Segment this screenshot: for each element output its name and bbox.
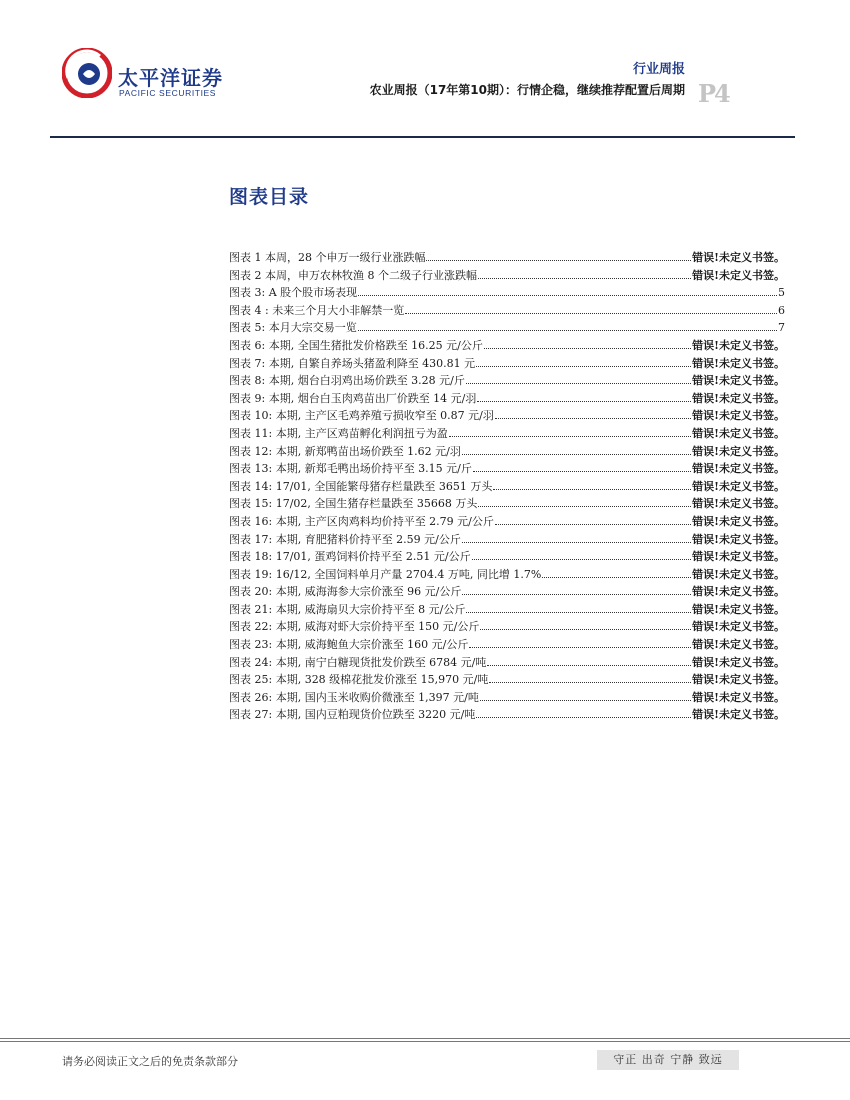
toc-entry-label: 图表 10: 本期, 主产区毛鸡养殖亏损收窄至 0.87 元/羽 bbox=[229, 409, 494, 423]
toc-entry-label: 图表 1 本周，28 个申万一级行业涨跌幅 bbox=[229, 251, 426, 264]
toc-entry-page-ref: 错误!未定义书签。 bbox=[692, 655, 785, 669]
toc-leader-dots bbox=[495, 513, 691, 525]
toc-entry-page-ref: 错误!未定义书签。 bbox=[692, 391, 785, 405]
header-divider bbox=[50, 136, 795, 138]
toc-entry[interactable] bbox=[229, 319, 785, 337]
toc-entry[interactable] bbox=[229, 337, 785, 355]
toc-entry-label: 图表 27: 本期, 国内豆粕现货价位跌至 3220 元/吨 bbox=[229, 708, 476, 722]
toc-leader-dots bbox=[478, 267, 691, 279]
page-prefix: P bbox=[698, 79, 715, 108]
toc-leader-dots bbox=[476, 355, 691, 367]
toc-entry-page-ref: 7 bbox=[778, 321, 785, 335]
toc-entry[interactable] bbox=[229, 407, 785, 425]
toc-entry-label: 图表 12: 本期, 新郑鸭苗出场价跌至 1.62 元/羽 bbox=[229, 444, 461, 458]
toc-leader-dots bbox=[466, 601, 691, 613]
toc-entry-label: 图表 25: 本期, 328 级棉花批发价涨至 15,970 元/吨 bbox=[229, 673, 489, 687]
toc-entry[interactable] bbox=[229, 513, 785, 531]
toc-entry[interactable] bbox=[229, 355, 785, 373]
toc-entry-label: 图表 7: 本期, 自繁自养场头猪盈利降至 430.81 元 bbox=[229, 356, 476, 370]
page-header bbox=[0, 0, 850, 145]
toc-entry-page-ref: 错误!未定义书签。 bbox=[692, 444, 785, 458]
toc-entry-label: 图表 19: 16/12, 全国饲料单月产量 2704.4 万吨, 同比增 1.7% bbox=[229, 567, 542, 581]
toc-entry-label: 图表 15: 17/02, 全国生猪存栏量跌至 35668 万头 bbox=[229, 497, 478, 511]
toc-entry[interactable] bbox=[229, 583, 785, 601]
toc-leader-dots bbox=[358, 319, 777, 331]
toc-entry-page-ref: 错误!未定义书签。 bbox=[692, 426, 785, 440]
toc-entry-label: 图表 13: 本期, 新郑毛鸭出场价持平至 3.15 元/斤 bbox=[229, 462, 472, 476]
toc-entry-page-ref: 错误!未定义书签。 bbox=[692, 532, 785, 546]
toc-leader-dots bbox=[405, 302, 777, 314]
toc-entry-label: 图表 26: 本期, 国内玉米收购价微涨至 1,397 元/吨 bbox=[229, 690, 479, 704]
toc-entry-page-ref: 错误!未定义书签。 bbox=[692, 585, 785, 599]
toc-entry-page-ref: 错误!未定义书签。 bbox=[692, 479, 785, 493]
toc-entry-label: 图表 14: 17/01, 全国能繁母猪存栏量跌至 3651 万头 bbox=[229, 479, 493, 493]
toc-entry[interactable] bbox=[229, 601, 785, 619]
toc-leader-dots bbox=[478, 495, 691, 507]
toc-leader-dots bbox=[489, 671, 691, 683]
toc-entry-page-ref: 错误!未定义书签。 bbox=[692, 251, 785, 264]
toc-leader-dots bbox=[466, 372, 691, 384]
toc-entry-page-ref: 错误!未定义书签。 bbox=[692, 497, 785, 511]
toc-entry[interactable] bbox=[229, 460, 785, 478]
toc-entry[interactable] bbox=[229, 531, 785, 549]
toc-leader-dots bbox=[484, 337, 691, 349]
toc-leader-dots bbox=[493, 478, 691, 490]
toc-entry[interactable] bbox=[229, 495, 785, 513]
toc-leader-dots bbox=[473, 460, 691, 472]
report-title: 农业周报（17年第10期）：行情企稳，继续推荐配置后周期 bbox=[369, 83, 685, 97]
toc-entry-page-ref: 6 bbox=[778, 303, 785, 317]
toc-entry-label: 图表 5: 本月大宗交易一览 bbox=[229, 321, 357, 335]
report-type: 行业周报 bbox=[632, 62, 685, 77]
toc-entry[interactable] bbox=[229, 249, 785, 267]
toc-entry-label: 图表 2 本周，申万农林牧渔 8 个二级子行业涨跌幅 bbox=[229, 268, 477, 282]
toc-entry[interactable] bbox=[229, 425, 785, 443]
toc-entry-page-ref: 错误!未定义书签。 bbox=[692, 374, 785, 388]
toc-entry[interactable] bbox=[229, 478, 785, 496]
toc-entry-label: 图表 24: 本期, 南宁白糖现货批发价跌至 6784 元/吨 bbox=[229, 655, 487, 669]
toc-entry-label: 图表 8: 本期, 烟台白羽鸡出场价跌至 3.28 元/斤 bbox=[229, 374, 465, 388]
toc-leader-dots bbox=[449, 425, 691, 437]
toc-leader-dots bbox=[472, 548, 692, 560]
toc-list bbox=[229, 249, 785, 724]
toc-entry-page-ref: 错误!未定义书签。 bbox=[692, 356, 785, 370]
toc-entry-label: 图表 11: 本期, 主产区鸡苗孵化利润扭亏为盈 bbox=[229, 426, 448, 440]
pacific-securities-logo-icon bbox=[62, 48, 112, 98]
toc-entry-label: 图表 18: 17/01, 蛋鸡饲料价持平至 2.51 元/公斤 bbox=[229, 550, 471, 564]
toc-entry[interactable] bbox=[229, 390, 785, 408]
toc-leader-dots bbox=[477, 390, 691, 402]
toc-entry-label: 图表 4 : 未来三个月大小非解禁一览 bbox=[229, 303, 405, 317]
toc-entry-label: 图表 22: 本期, 威海对虾大宗价持平至 150 元/公斤 bbox=[229, 620, 480, 634]
page-number-value: 4 bbox=[714, 79, 729, 108]
toc-entry-page-ref: 错误!未定义书签。 bbox=[692, 462, 785, 476]
footer-divider-top bbox=[0, 1038, 850, 1039]
footer-disclaimer: 请务必阅读正文之后的免责条款部分 bbox=[62, 1055, 238, 1068]
toc-entry[interactable] bbox=[229, 284, 785, 302]
toc-entry-page-ref: 5 bbox=[778, 286, 785, 300]
toc-entry-label: 图表 16: 本期, 主产区肉鸡料均价持平至 2.79 元/公斤 bbox=[229, 514, 494, 528]
toc-entry-page-ref: 错误!未定义书签。 bbox=[692, 602, 785, 616]
toc-entry-page-ref: 错误!未定义书签。 bbox=[692, 514, 785, 528]
toc-entry-label: 图表 23: 本期, 威海鲍鱼大宗价涨至 160 元/公斤 bbox=[229, 638, 469, 652]
toc-leader-dots bbox=[542, 566, 691, 578]
toc-entry[interactable] bbox=[229, 372, 785, 390]
toc-entry[interactable] bbox=[229, 267, 785, 285]
toc-leader-dots bbox=[462, 531, 691, 543]
toc-leader-dots bbox=[469, 636, 691, 648]
toc-entry[interactable] bbox=[229, 671, 785, 689]
toc-entry[interactable] bbox=[229, 548, 785, 566]
toc-entry-page-ref: 错误!未定义书签。 bbox=[692, 638, 785, 652]
toc-leader-dots bbox=[480, 689, 691, 701]
toc-entry[interactable] bbox=[229, 706, 785, 724]
toc-entry-page-ref: 错误!未定义书签。 bbox=[692, 620, 785, 634]
toc-leader-dots bbox=[462, 583, 691, 595]
toc-entry-page-ref: 错误!未定义书签。 bbox=[692, 708, 785, 722]
toc-title: 图表目录 bbox=[229, 186, 310, 208]
toc-entry-page-ref: 错误!未定义书签。 bbox=[692, 409, 785, 423]
toc-entry-label: 图表 20: 本期, 威海海参大宗价涨至 96 元/公斤 bbox=[229, 585, 462, 599]
page-number bbox=[698, 66, 729, 111]
toc-entry-label: 图表 9: 本期, 烟台白玉肉鸡苗出厂价跌至 14 元/羽 bbox=[229, 391, 477, 405]
toc-entry-label: 图表 6: 本期, 全国生猪批发价格跌至 16.25 元/公斤 bbox=[229, 338, 483, 352]
toc-leader-dots bbox=[495, 407, 691, 419]
footer-motto: 守正 出奇 宁静 致远 bbox=[597, 1050, 739, 1070]
toc-entry-page-ref: 错误!未定义书签。 bbox=[692, 673, 785, 687]
toc-leader-dots bbox=[487, 654, 691, 666]
brand-name-en: PACIFIC SECURITIES bbox=[119, 88, 217, 98]
toc-entry-page-ref: 错误!未定义书签。 bbox=[692, 268, 785, 282]
toc-entry-page-ref: 错误!未定义书签。 bbox=[692, 690, 785, 704]
brand-name-cn: 太平洋证券 bbox=[118, 66, 223, 90]
toc-entry[interactable] bbox=[229, 302, 785, 320]
toc-entry[interactable] bbox=[229, 636, 785, 654]
toc-entry[interactable] bbox=[229, 689, 785, 707]
toc-entry[interactable] bbox=[229, 654, 785, 672]
footer-divider-bottom bbox=[0, 1041, 850, 1042]
toc-entry-page-ref: 错误!未定义书签。 bbox=[692, 567, 785, 581]
toc-entry-label: 图表 21: 本期, 威海扇贝大宗价持平至 8 元/公斤 bbox=[229, 602, 466, 616]
toc-leader-dots bbox=[476, 706, 691, 718]
toc-entry-page-ref: 错误!未定义书签。 bbox=[692, 338, 785, 352]
toc-entry[interactable] bbox=[229, 443, 785, 461]
toc-entry-page-ref: 错误!未定义书签。 bbox=[692, 550, 785, 564]
toc-entry[interactable] bbox=[229, 618, 785, 636]
toc-leader-dots bbox=[462, 443, 691, 455]
toc-entry-label: 图表 3: A 股个股市场表现 bbox=[229, 286, 358, 300]
toc-leader-dots bbox=[358, 284, 777, 296]
toc-entry[interactable] bbox=[229, 566, 785, 584]
toc-leader-dots bbox=[426, 249, 691, 261]
toc-leader-dots bbox=[480, 618, 691, 630]
toc-entry-label: 图表 17: 本期, 育肥猪料价持平至 2.59 元/公斤 bbox=[229, 532, 461, 546]
